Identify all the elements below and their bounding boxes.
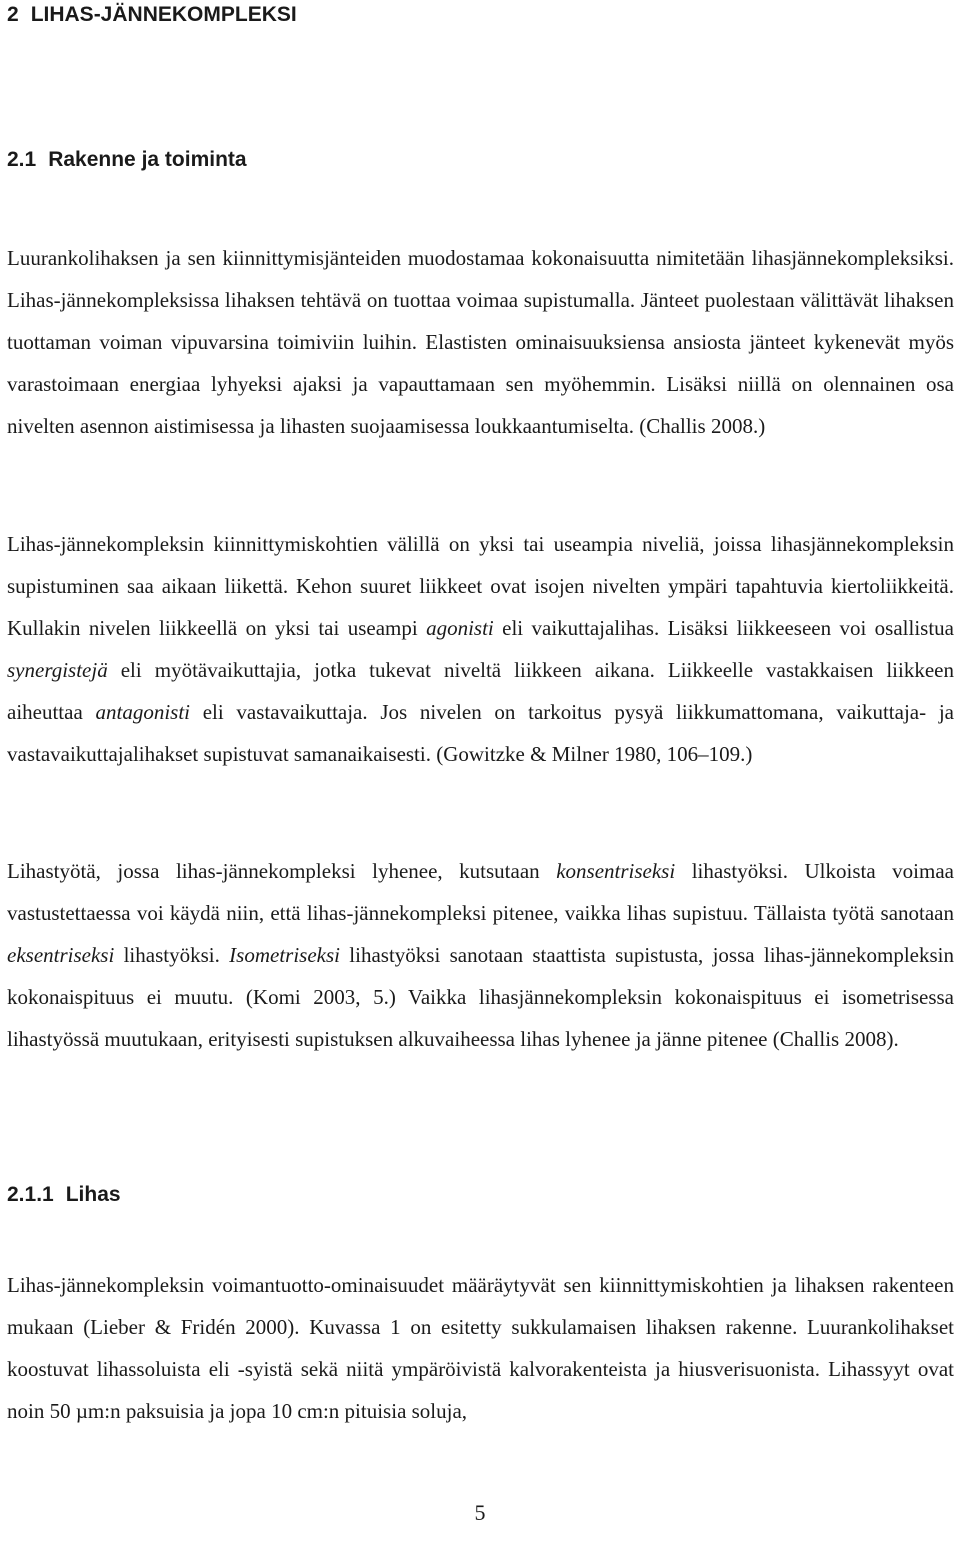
section-heading — [7, 145, 247, 175]
paragraph-1: Luurankolihaksen ja sen kiinnittymisjänteiden muodostamaa kokonaisuutta nimitetään lihasjännekompleksiksi. Lihas-jännekompleksissa lihaksen tehtävä on tuottaa voimaa supistumalla. Jänteet puolestaan välittävät lihaksen tuottaman voiman vipuvarsina toimiviin luihin. Elastisten ominaisuuksiensa ansiosta jänteet kykenevät myös varastoimaan energiaa lyhyeksi ajaksi ja vapauttamaan sen myöhemmin. Lisäksi niillä on olennainen osa nivelten asennon aistimisessa ja lihasten suojaamisessa loukkaantumiselta. (Challis 2008.) — [7, 246, 954, 438]
paragraph-3-text-c: lihastyöksi. — [114, 943, 230, 967]
paragraph-3-text-b: lihastyöksi. Ulkoista voimaa vastustettaessa voi käydä niin, että lihas-jännekompleksi pitenee, vaikka lihas supistuu. Tällaista työtä sanotaan — [7, 859, 954, 925]
chapter-title: LIHAS-JÄNNEKOMPLEKSI — [30, 3, 297, 26]
paragraph-2-text-d: eli vastavaikuttaja. Jos nivelen on tarkoitus pysyä liikkumattomana, vaikuttaja- ja vastavaikuttajalihakset supistuvat samanaikaisesti. (Gowitzke & Milner 1980, 106–109.) — [7, 700, 954, 766]
chapter-number: 2 — [7, 3, 19, 26]
page-number: 5 — [474, 1500, 486, 1525]
paragraph-2-text-c: eli myötävaikuttajia, jotka tukevat niveltä liikkeen aikana. Liikkeelle vastakkaisen liikkeen aiheuttaa — [7, 658, 954, 724]
term-synergistejä: synergistejä — [7, 658, 108, 682]
term-agonisti: agonisti — [426, 616, 494, 640]
term-konsentriseksi: konsentriseksi — [556, 859, 676, 883]
paragraph-2 — [7, 523, 954, 775]
term-isometriseksi: Isometriseksi — [229, 943, 340, 967]
paragraph-4: Lihas-jännekompleksin voimantuotto-ominaisuudet määräytyvät sen kiinnittymiskohtien ja lihaksen rakenteen mukaan (Lieber & Fridén 2000). Kuvassa 1 on esitetty sukkulamaisen lihaksen rakenne. Luurankolihakset koostuvat lihassoluista eli -syistä sekä niitä ympäröivistä kalvorakenteista ja hiusverisuonista. Lihassyyt ovat noin 50 µm:n paksuisia ja jopa 10 cm:n pituisia soluja, — [7, 1273, 954, 1423]
paragraph-3 — [7, 850, 954, 1060]
paragraph-3-text-a: Lihastyötä, jossa lihas-jännekompleksi lyhenee, kutsutaan — [7, 859, 557, 883]
section-number: 2.1 — [7, 148, 37, 171]
paragraph-2-text-b: eli vaikuttajalihas. Lisäksi liikkeeseen voi osallistua — [493, 616, 954, 640]
term-antagonisti: antagonisti — [95, 700, 191, 724]
chapter-heading — [7, 0, 297, 30]
subsection-title: Lihas — [65, 1183, 121, 1206]
subsection-heading — [7, 1180, 121, 1210]
paragraph-2-text-a: Lihas-jännekompleksin kiinnittymiskohtien välillä on yksi tai useampia niveliä, joissa lihasjännekompleksin supistuminen saa aikaan liikettä. Kehon suuret liikkeet ovat isojen nivelten ympäri tapahtuvia kiertoliikkeitä. Kullakin nivelen liikkeellä on yksi tai useampi — [7, 532, 954, 640]
section-title: Rakenne ja toiminta — [48, 148, 247, 171]
subsection-number: 2.1.1 — [7, 1183, 54, 1206]
paragraph-3-text-d: lihastyöksi sanotaan staattista supistusta, jossa lihas-jännekompleksin kokonaispituus ei muutu. (Komi 2003, 5.) Vaikka lihasjännekompleksin kokonaispituus ei isometrisessa lihastyössä muutukaan, erityisesti supistuksen alkuvaiheessa lihas lyhenee ja jänne pitenee (Challis 2008). — [7, 943, 954, 1051]
term-eksentriseksi: eksentriseksi — [7, 943, 115, 967]
